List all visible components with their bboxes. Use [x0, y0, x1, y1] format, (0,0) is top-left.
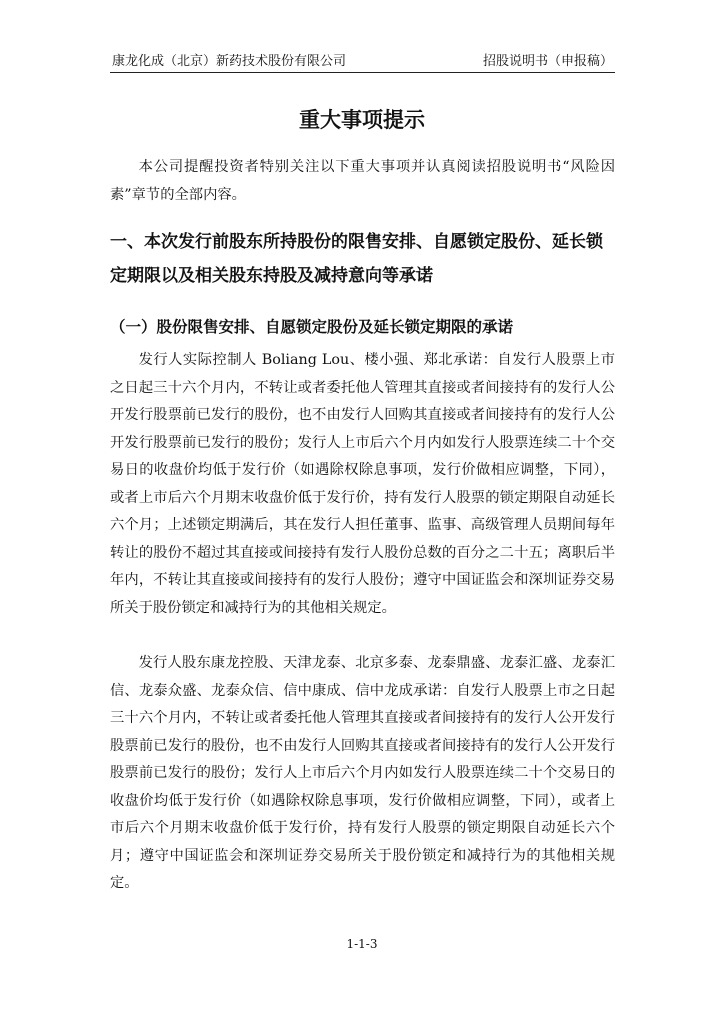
header-doc-type: 招股说明书（申报稿）	[482, 54, 613, 69]
body-paragraph-2: 发行人股东康龙控股、天津龙泰、北京多泰、龙泰鼎盛、龙泰汇盛、龙泰汇信、龙泰众盛、龙泰众信、信中康成、信中龙成承诺：自发行人股票上市之日起三十六个月内，不转让或者委托他人管理其直接或者间接持有的发行人公开发行股票前已发行的股份，也不由发行人回购其直接或者间接持有的发行人公开发行股票前已发行的股份；发行人上市后六个月内如发行人股票连续二十个交易日的收盘价均低于发行价（如遇除权除息事项，发行价做相应调整，下同），或者上市后六个月期末收盘价低于发行价，持有发行人股票的锁定期限自动延长六个月；遵守中国证监会和深圳证券交易所关于股份锁定和减持行为的其他相关规定。	[110, 655, 615, 891]
intro-paragraph: 本公司提醒投资者特别关注以下重大事项并认真阅读招股说明书“风险因素”章节的全部内容。	[110, 159, 615, 203]
page-number: 1-1-3	[346, 937, 378, 951]
page-title: 重大事项提示	[299, 108, 425, 132]
body-paragraph-1: 发行人实际控制人 Boliang Lou、楼小强、郑北承诺：自发行人股票上市之日起三十六个月内，不转让或者委托他人管理其直接或者间接持有的发行人公开发行股票前已发行的股份，也不由发行人回购其直接或者间接持有的发行人公开发行股票前已发行的股份；发行人上市后六个月内如发行人股票连续二十个交易日的收盘价均低于发行价（如遇除权除息事项，发行价做相应调整，下同），或者上市后六个月期末收盘价低于发行价，持有发行人股票的锁定期限自动延长六个月；上述锁定期满后，其在发行人担任董事、监事、高级管理人员期间每年转让的股份不超过其直接或间接持有发行人股份总数的百分之二十五；离职后半年内，不转让其直接或间接持有的发行人股份；遵守中国证监会和深圳证券交易所关于股份锁定和减持行为的其他相关规定。	[110, 352, 615, 616]
subsection-heading-1: （一）股份限售安排、自愿锁定股份及延长锁定期限的承诺	[110, 318, 514, 336]
section-heading-1: 一、本次发行前股东所持股份的限售安排、自愿锁定股份、延长锁定期限以及相关股东持股及减持意向等承诺	[110, 232, 603, 286]
page-header	[110, 50, 615, 73]
header-company: 康龙化成（北京）新药技术股份有限公司	[112, 54, 347, 69]
